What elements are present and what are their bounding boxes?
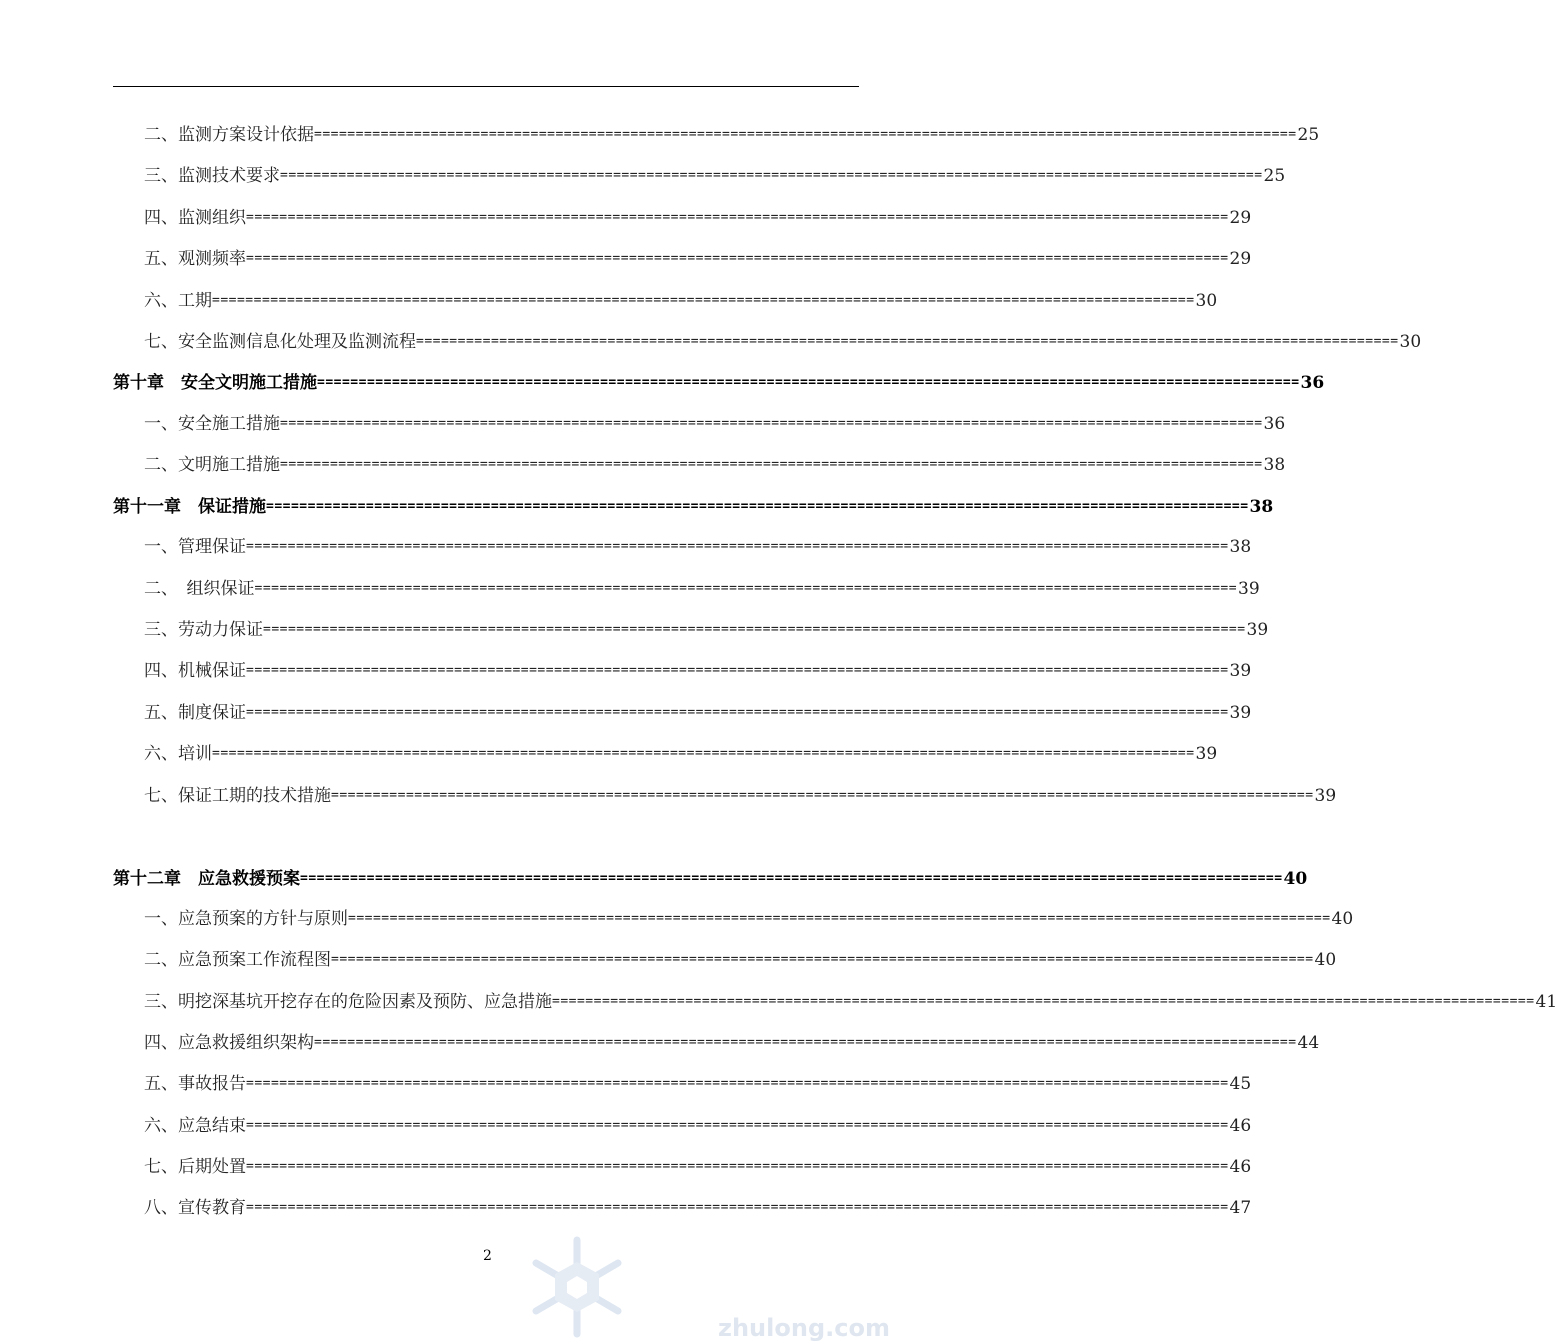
toc-entry-chapter[interactable] <box>113 370 1325 396</box>
toc-entry-title: 二、 组织保证 <box>144 579 255 599</box>
toc-entry-title: 七、安全监测信息化处理及监测流程 <box>144 332 416 352</box>
toc-leader: ====================================================================================================================== <box>314 127 1297 142</box>
toc-entry-page: 38 <box>1229 537 1252 557</box>
toc-leader: ====================================================================================================================== <box>280 416 1263 431</box>
toc-entry-page: 29 <box>1229 249 1252 269</box>
toc-entry-page: 38 <box>1249 497 1274 517</box>
toc-leader: ====================================================================================================================== <box>246 1159 1229 1174</box>
toc-entry-section[interactable] <box>144 246 1252 272</box>
toc-entry-page: 39 <box>1238 579 1260 599</box>
toc-leader: ====================================================================================================================== <box>212 293 1195 308</box>
toc-entry-title: 五、观测频率 <box>144 249 246 269</box>
toc-leader: ====================================================================================================================== <box>280 457 1263 472</box>
toc-entry-title: 二、文明施工措施 <box>144 455 280 475</box>
toc-entry-section[interactable] <box>144 534 1252 560</box>
toc-entry-title: 八、宣传教育 <box>144 1198 246 1218</box>
toc-entry-page: 29 <box>1229 208 1252 228</box>
toc-entry-page: 39 <box>1195 744 1218 764</box>
toc-entry-section[interactable] <box>144 741 1218 767</box>
toc-entry-page: 41 <box>1535 992 1557 1012</box>
toc-entry-section[interactable] <box>144 1030 1320 1056</box>
toc-entry-page: 40 <box>1314 950 1337 970</box>
page-number: 2 <box>483 1248 492 1264</box>
toc-leader: ====================================================================================================================== <box>552 994 1535 1009</box>
toc-entry-section[interactable] <box>144 288 1218 314</box>
toc-entry-title: 二、监测方案设计依据 <box>144 125 314 145</box>
toc-entry-section[interactable] <box>144 122 1320 148</box>
toc-entry-title: 第十一章 保证措施 <box>113 497 266 517</box>
toc-entry-page: 45 <box>1229 1074 1252 1094</box>
toc-entry-title: 七、保证工期的技术措施 <box>144 786 331 806</box>
toc-entry-title: 一、管理保证 <box>144 537 246 557</box>
toc-entry-page: 36 <box>1263 414 1286 434</box>
toc-entry-section[interactable] <box>144 1195 1252 1221</box>
toc-leader: ====================================================================================================================== <box>246 1118 1229 1133</box>
toc-entry-title: 六、应急结束 <box>144 1116 246 1136</box>
toc-leader: ====================================================================================================================== <box>246 1076 1229 1091</box>
toc-entry-page: 46 <box>1229 1157 1252 1177</box>
toc-entry-page: 25 <box>1263 166 1286 186</box>
toc-entry-section[interactable] <box>144 452 1286 478</box>
toc-entry-section[interactable] <box>144 989 1557 1015</box>
toc-leader: ====================================================================================================================== <box>314 1035 1297 1050</box>
toc-entry-page: 47 <box>1229 1198 1252 1218</box>
toc-entry-page: 39 <box>1229 661 1252 681</box>
toc-entry-title: 一、安全施工措施 <box>144 414 280 434</box>
toc-entry-page: 36 <box>1300 373 1325 393</box>
toc-entry-section[interactable] <box>144 658 1252 684</box>
toc-entry-page: 25 <box>1297 125 1320 145</box>
toc-entry-section[interactable] <box>144 576 1260 602</box>
toc-leader: ====================================================================================================================== <box>246 210 1229 225</box>
toc-entry-section[interactable] <box>144 329 1422 355</box>
toc-leader: ====================================================================================================================== <box>331 952 1314 967</box>
toc-entry-page: 39 <box>1314 786 1337 806</box>
toc-leader: ====================================================================================================================== <box>246 539 1229 554</box>
toc-entry-title: 四、机械保证 <box>144 661 246 681</box>
toc-leader: ====================================================================================================================== <box>246 663 1229 678</box>
toc-entry-title: 第十二章 应急救援预案 <box>113 869 300 889</box>
toc-entry-title: 四、应急救援组织架构 <box>144 1033 314 1053</box>
toc-entry-title: 四、监测组织 <box>144 208 246 228</box>
toc-entry-section[interactable] <box>144 163 1286 189</box>
toc-entry-section[interactable] <box>144 411 1286 437</box>
toc-leader: ====================================================================================================================== <box>263 622 1246 637</box>
toc-leader: ====================================================================================================================== <box>331 788 1314 803</box>
toc-entry-title: 一、应急预案的方针与原则 <box>144 909 348 929</box>
toc-entry-page: 38 <box>1263 455 1286 475</box>
toc-leader: ====================================================================================================================== <box>317 375 1300 390</box>
toc-entry-page: 30 <box>1399 332 1422 352</box>
toc-entry-section[interactable] <box>144 947 1337 973</box>
toc-leader: ====================================================================================================================== <box>266 499 1249 514</box>
snowflake-logo-icon <box>522 1232 632 1342</box>
toc-entry-section[interactable] <box>144 700 1252 726</box>
toc-entry-title: 六、工期 <box>144 291 212 311</box>
toc-entry-section[interactable] <box>144 1154 1252 1180</box>
toc-entry-title: 三、明挖深基坑开挖存在的危险因素及预防、应急措施 <box>144 992 552 1012</box>
toc-entry-page: 39 <box>1229 703 1252 723</box>
toc-entry-title: 三、监测技术要求 <box>144 166 280 186</box>
toc-entry-chapter[interactable] <box>113 494 1274 520</box>
toc-leader: ====================================================================================================================== <box>348 911 1331 926</box>
toc-entry-section[interactable] <box>144 1071 1252 1097</box>
toc-entry-page: 39 <box>1246 620 1269 640</box>
toc-entry-page: 40 <box>1283 869 1308 889</box>
toc-leader: ====================================================================================================================== <box>300 871 1283 886</box>
toc-leader: ====================================================================================================================== <box>246 1200 1229 1215</box>
toc-leader: ====================================================================================================================== <box>254 581 1238 596</box>
toc-entry-title: 七、后期处置 <box>144 1157 246 1177</box>
toc-entry-page: 44 <box>1297 1033 1320 1053</box>
toc-entry-title: 六、培训 <box>144 744 212 764</box>
toc-entry-title: 五、事故报告 <box>144 1074 246 1094</box>
toc-entry-section[interactable] <box>144 906 1354 932</box>
toc-entry-section[interactable] <box>144 617 1269 643</box>
toc-entry-section[interactable] <box>144 783 1337 809</box>
watermark-text: zhulong.com <box>718 1314 890 1342</box>
toc-entry-chapter[interactable] <box>113 866 1308 892</box>
toc-entry-page: 46 <box>1229 1116 1252 1136</box>
toc-entry-title: 二、应急预案工作流程图 <box>144 950 331 970</box>
toc-entry-page: 40 <box>1331 909 1354 929</box>
toc-leader: ====================================================================================================================== <box>246 705 1229 720</box>
toc-leader: ====================================================================================================================== <box>416 334 1399 349</box>
toc-entry-title: 三、劳动力保证 <box>144 620 263 640</box>
toc-entry-title: 第十章 安全文明施工措施 <box>113 373 317 393</box>
toc-entry-section[interactable] <box>144 205 1252 231</box>
toc-leader: ====================================================================================================================== <box>246 251 1229 266</box>
toc-entry-section[interactable] <box>144 1113 1252 1139</box>
toc-entry-page: 30 <box>1195 291 1218 311</box>
toc-entry-title: 五、制度保证 <box>144 703 246 723</box>
toc-leader: ====================================================================================================================== <box>280 168 1263 183</box>
toc-leader: ====================================================================================================================== <box>212 746 1195 761</box>
